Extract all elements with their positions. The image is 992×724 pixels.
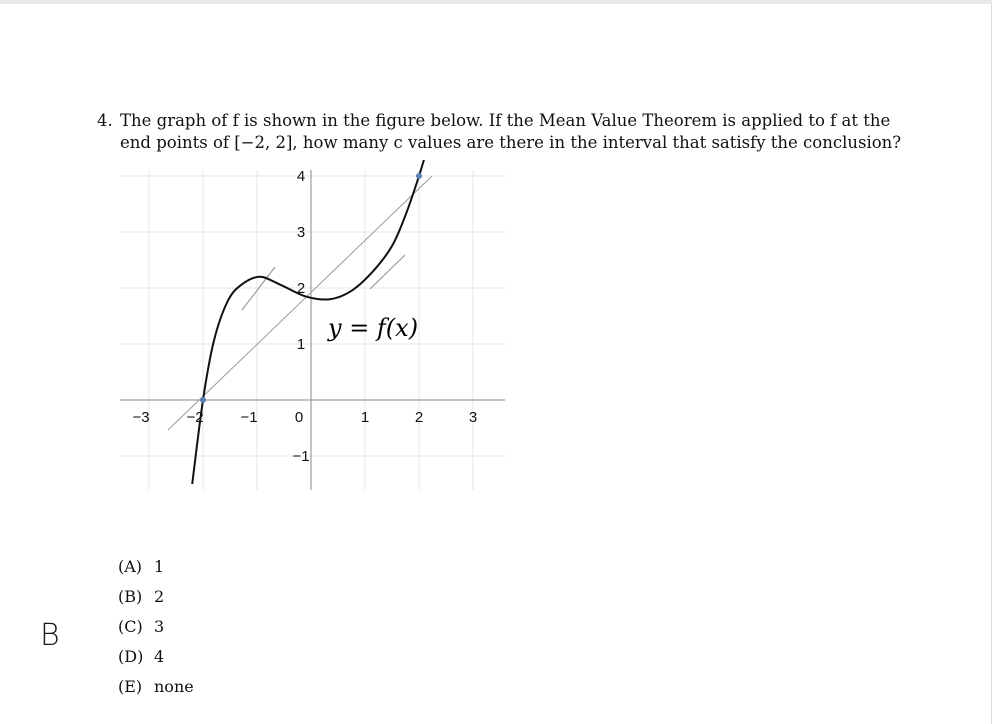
x-tick-label: 1 xyxy=(360,409,370,426)
x-tick-labels xyxy=(132,409,477,426)
choice-e: (E) none xyxy=(118,677,194,696)
y-tick-label: 3 xyxy=(296,224,306,241)
top-bar xyxy=(0,0,992,4)
endpoint-right xyxy=(416,173,422,179)
secant-line xyxy=(168,176,432,430)
function-graph xyxy=(110,160,520,500)
question-line-1: The graph of f is shown in the figure below. If the Mean Value Theorem is applied to f at the xyxy=(120,111,891,130)
x-tick-label: −1 xyxy=(240,409,258,426)
grid xyxy=(120,170,505,490)
choice-a: (A) 1 xyxy=(118,557,165,576)
choice-b: (B) 2 xyxy=(118,587,165,606)
x-tick-label: 3 xyxy=(468,409,478,426)
y-tick-label: 2 xyxy=(296,280,306,297)
question-line-2: end points of [−2, 2], how many c values are there in the interval that satisfy the conclusion? xyxy=(120,133,902,152)
tangent-line-right xyxy=(370,255,405,289)
y-tick-label: 1 xyxy=(296,336,306,353)
x-tick-label: 2 xyxy=(414,409,424,426)
endpoint-left xyxy=(200,397,206,403)
handwritten-answer: B xyxy=(40,618,60,653)
choice-c: (C) 3 xyxy=(118,617,165,636)
answer-choices xyxy=(118,552,194,702)
curve-label: y = f(x) xyxy=(328,314,419,342)
x-tick-label: −2 xyxy=(186,409,204,426)
y-tick-label: 4 xyxy=(296,168,306,185)
y-tick-label: −1 xyxy=(292,448,310,465)
question-number: 4. xyxy=(97,111,113,130)
choice-d: (D) 4 xyxy=(118,647,165,666)
x-tick-label: 0 xyxy=(294,409,304,426)
x-tick-label: −3 xyxy=(132,409,150,426)
